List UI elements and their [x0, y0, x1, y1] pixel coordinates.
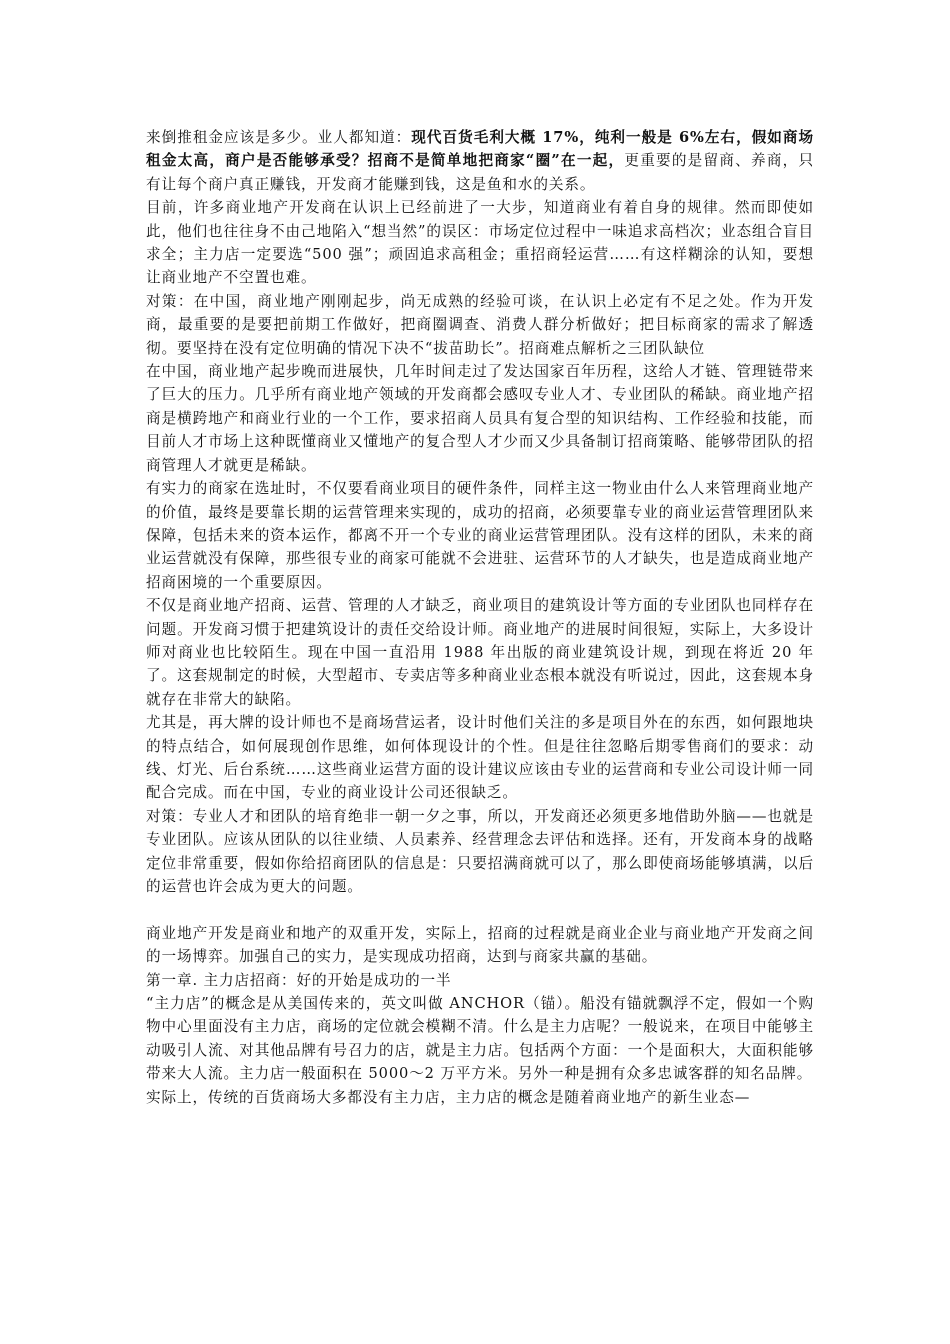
paragraph-designers: 尤其是，再大牌的设计师也不是商场营运者，设计时他们关注的多是项目外在的东西，如何跟地块的特点结合，如何展现创作思维，如何体现设计的个性。但是往往忽略后期零售商们的要求：动线、灯光、后台系统……这些商业运营方面的设计建议应该由专业的运营商和专业公司设计师一同配合完成。而在中国，专业的商业设计公司还很缺乏。 [146, 714, 814, 802]
paragraph-rent-lead: 来倒推租金应该是多少。业人都知道： [146, 129, 412, 146]
paragraph-rent-bold: 现代百货毛利大概 17%，纯利一般是 6%左右，假如商场租金太高，商户是否能够承受？招商不是简单地把商家“圈”在一起， [146, 129, 814, 170]
paragraph-rent [146, 126, 814, 196]
paragraph-talent-shortage: 在中国，商业地产起步晚而进展快，几年时间走过了发达国家百年历程，这给人才链、管理链带来了巨大的压力。几乎所有商业地产领域的开发商都会感叹专业人才、专业团队的稀缺。商业地产招商是横跨地产和商业行业的一个工作，要求招商人员具有复合型的知识结构、工作经验和技能，而目前人才市场上这种既懂商业又懂地产的复合型人才少而又少具备制订招商策略、能够带团队的招商管理人才就更是稀缺。 [146, 363, 814, 474]
paragraph-operations-team: 有实力的商家在选址时，不仅要看商业项目的硬件条件，同样主这一物业由什么人来管理商业地产的价值，最终是要靠长期的运营管理来实现的，成功的招商，必须要靠专业的商业运营管理团队来保障，包括未来的资本运作，都离不开一个专业的商业运营管理团队。没有这样的团队，未来的商业运营就没有保障，那些很专业的商家可能就不会进驻、运营环节的人才缺失，也是造成商业地产招商困境的一个重要原因。 [146, 480, 814, 591]
paragraph-strategy-1: 对策：在中国，商业地产刚刚起步，尚无成熟的经验可谈，在认识上必定有不足之处。作为开发商，最重要的是要把前期工作做好，把商圈调查、消费人群分析做好；把目标商家的需求了解透彻。要坚持在没有定位明确的情况下决不“拔苗助长”。招商难点解析之三团队缺位 [146, 292, 814, 357]
paragraph-rent-tail: 更重要的是留商、养商，只有让每个商户真正赚钱，开发商才能赚到钱，这是鱼和水的关系。 [146, 152, 814, 193]
paragraph-misconceptions: 目前，许多商业地产开发商在认识上已经前进了一大步，知道商业有着自身的规律。然而即使如此，他们也往往身不由己地陷入“想当然”的误区：市场定位过程中一味追求高档次；业态组合盲目求全；主力店一定要选“500 强”；顽固追求高租金；重招商轻运营……有这样糊涂的认知，要想让商业地产不空置也难。 [146, 199, 814, 287]
paragraph-strategy-2: 对策：专业人才和团队的培育绝非一朝一夕之事，所以，开发商还必须更多地借助外脑——也就是专业团队。应该从团队的以往业绩、人员素养、经营理念去评估和选择。还有，开发商本身的战略定位非常重要，假如你给招商团队的信息是：只要招满商就可以了，那么即使商场能够填满，以后的运营也许会成为更大的问题。 [146, 807, 814, 895]
paragraph-traditional-mall: 实际上，传统的百货商场大多都没有主力店，主力店的概念是随着商业地产的新生业态— [146, 1088, 751, 1106]
chapter-heading: 第一章. 主力店招商：好的开始是成功的一半 [146, 971, 452, 989]
paragraph-design-team: 不仅是商业地产招商、运营、管理的人才缺乏，商业项目的建筑设计等方面的专业团队也同样存在问题。开发商习惯于把建筑设计的责任交给设计师。商业地产的进展时间很短，实际上，大多设计师对商业也比较陌生。现在中国一直沿用 1988 年出版的商业建筑设计规，到现在将近 20 年了。这套规制定的时候，大型超市、专卖店等多种商业业态根本就没有听说过，因此，这套规本身就存在非常大的缺陷。 [146, 597, 814, 708]
paragraph-dual-development: 商业地产开发是商业和地产的双重开发，实际上，招商的过程就是商业企业与商业地产开发商之间的一场博弈。加强自己的实力，是实现成功招商，达到与商家共赢的基础。 [146, 924, 814, 966]
blank-line [146, 898, 814, 921]
paragraph-anchor-store: “主力店”的概念是从美国传来的，英文叫做 ANCHOR（锚）。船没有锚就飘浮不定，假如一个购物中心里面没有主力店，商场的定位就会模糊不清。什么是主力店呢？一般说来，在项目中能够主动吸引人流、对其他品牌有号召力的店，就是主力店。包括两个方面：一个是面积大，大面积能够带来大人流。主力店一般面积在 5000～2 万平方米。另外一种是拥有众多忠诚客群的知名品牌。 [146, 995, 814, 1083]
document-body [146, 126, 814, 1109]
